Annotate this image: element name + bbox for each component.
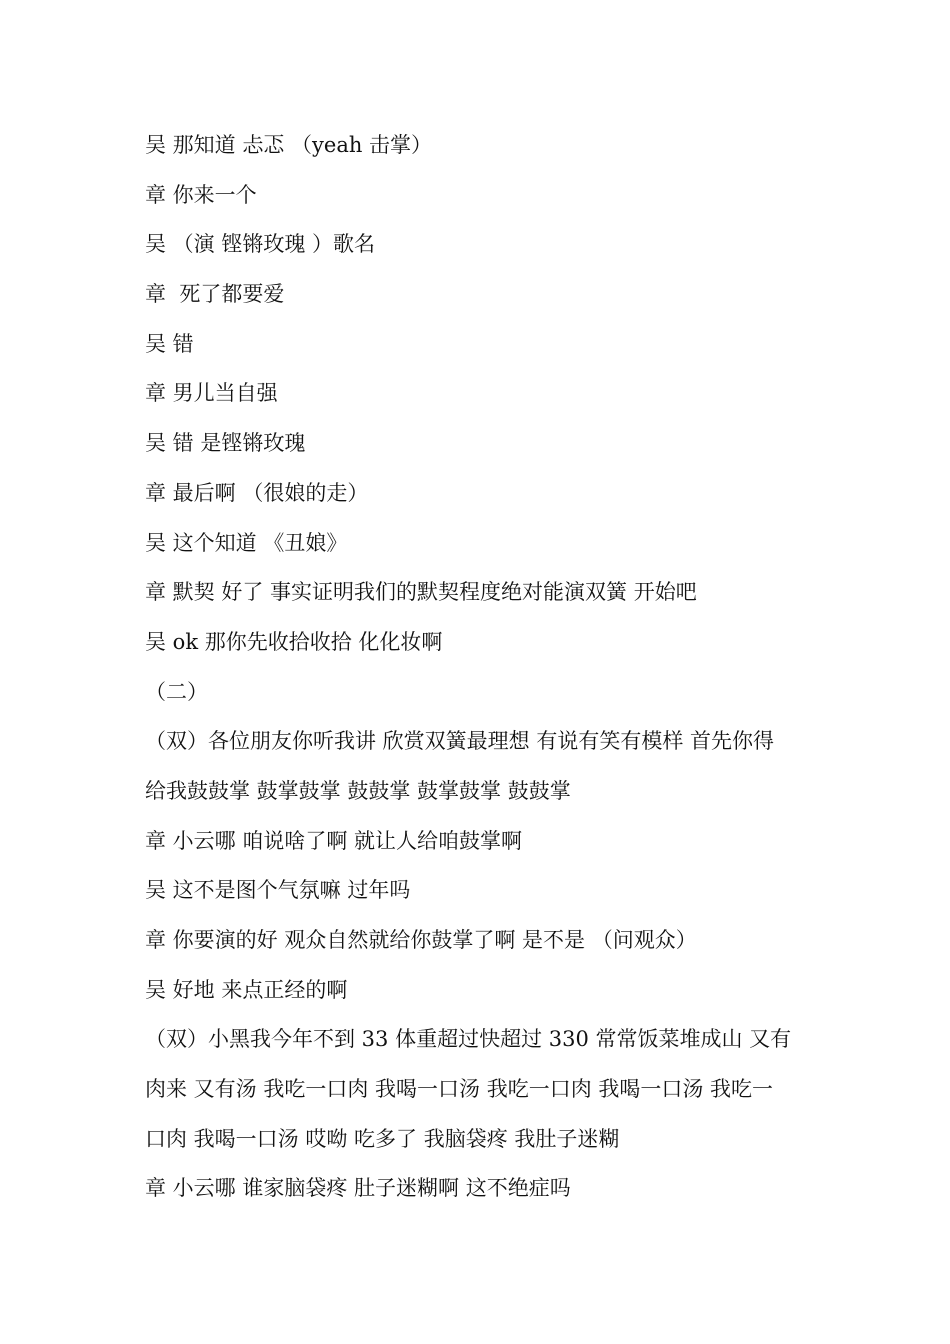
text-line: 吴 那知道 忐忑 （yeah 击掌） xyxy=(145,133,433,157)
text-line: 吴 这不是图个气氛嘛 过年吗 xyxy=(145,878,411,903)
text-line: 章 小云哪 咱说啥了啊 就让人给咱鼓掌啊 xyxy=(145,828,523,853)
text-line: 章 你来一个 xyxy=(145,182,257,207)
text-line: （双）小黑我今年不到 33 体重超过快超过 330 常常饭菜堆成山 又有 xyxy=(145,1027,792,1052)
text-line: 章 最后啊 （很娘的走） xyxy=(145,480,369,505)
text-line: 给我鼓鼓掌 鼓掌鼓掌 鼓鼓掌 鼓掌鼓掌 鼓鼓掌 xyxy=(145,778,571,803)
text-line: 章 男儿当自强 xyxy=(145,381,278,406)
text-line: 吴 ok 那你先收拾收拾 化化妆啊 xyxy=(145,629,443,654)
text-line: 肉来 又有汤 我吃一口肉 我喝一口汤 我吃一口肉 我喝一口汤 我吃一 xyxy=(145,1077,774,1102)
text-line: 章 你要演的好 观众自然就给你鼓掌了啊 是不是 （问观众） xyxy=(145,928,697,952)
section-heading: （二） xyxy=(145,679,208,704)
script-text-body xyxy=(145,121,810,1214)
text-line: 章 死了都要爱 xyxy=(145,282,285,307)
text-line: 吴 这个知道 《丑娘》 xyxy=(145,530,348,555)
text-line: 吴 错 是铿锵玫瑰 xyxy=(145,431,306,456)
text-line: 吴 错 xyxy=(145,331,194,356)
text-line: 吴 好地 来点正经的啊 xyxy=(145,977,348,1002)
text-line: （双）各位朋友你听我讲 欣赏双簧最理想 有说有笑有模样 首先你得 xyxy=(145,729,775,754)
text-line: 吴 （演 铿锵玫瑰 ）歌名 xyxy=(145,232,376,257)
text-line: 口肉 我喝一口汤 哎呦 吃多了 我脑袋疼 我肚子迷糊 xyxy=(145,1126,620,1151)
text-line: 章 默契 好了 事实证明我们的默契程度绝对能演双簧 开始吧 xyxy=(145,580,697,605)
text-line: 章 小云哪 谁家脑袋疼 肚子迷糊啊 这不绝症吗 xyxy=(145,1176,571,1201)
